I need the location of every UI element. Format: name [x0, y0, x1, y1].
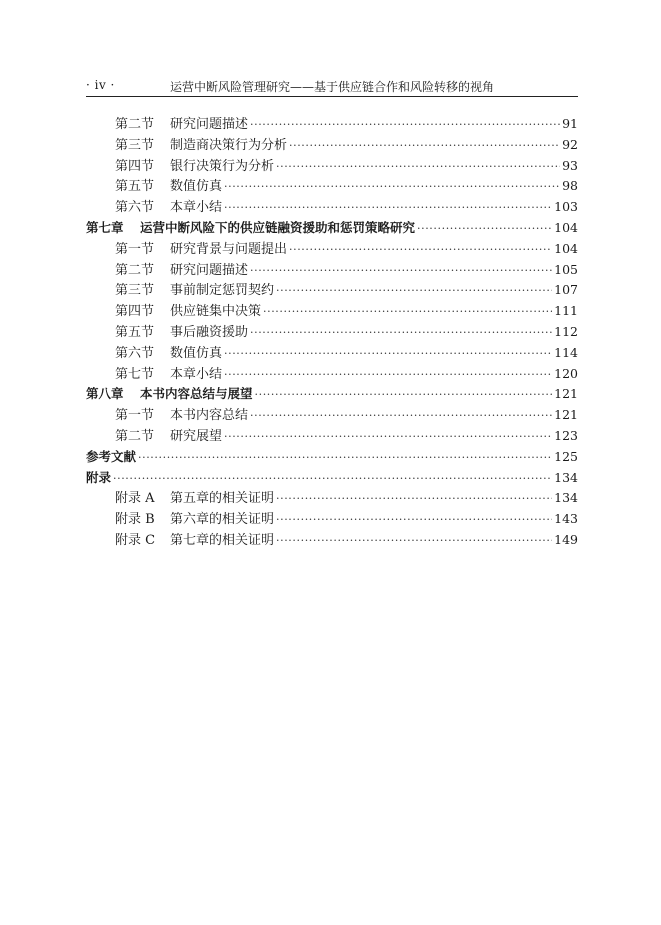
toc-page-number: 134 [554, 490, 578, 506]
table-of-contents [86, 114, 578, 551]
toc-entry-label: 第四节 [115, 158, 155, 174]
toc-page-number: 107 [554, 282, 578, 298]
toc-page-number: 121 [554, 386, 578, 402]
toc-entry-title: 银行决策行为分析 [170, 158, 275, 174]
toc-page-number: 143 [554, 511, 578, 527]
toc-entry-title: 本章小结 [170, 366, 223, 382]
toc-entry-label: 第一节 [115, 241, 155, 257]
toc-entry-title: 研究展望 [170, 428, 223, 444]
toc-dot-leader [224, 177, 560, 198]
toc-entry-label: 第三节 [115, 137, 155, 153]
page-number: · iv · [86, 78, 115, 92]
toc-dot-leader [250, 323, 552, 344]
toc-dot-leader [276, 281, 552, 302]
toc-page-number: 111 [554, 303, 578, 319]
toc-entry-label: 第二节 [115, 117, 155, 132]
toc-entry-label: 第二节 [115, 428, 155, 444]
toc-section-entry [86, 260, 578, 281]
toc-entry-label: 第五节 [115, 179, 155, 195]
toc-chapter-entry [86, 218, 578, 239]
toc-entry-title: 运营中断风险下的供应链融资援助和惩罚策略研究 [140, 219, 416, 235]
toc-entry-label: 第六节 [115, 200, 155, 216]
toc-dot-leader [250, 115, 560, 136]
toc-page-number: 112 [554, 323, 578, 339]
toc-dot-leader [276, 510, 552, 531]
toc-dot-leader [224, 365, 552, 386]
toc-entry-title: 第五章的相关证明 [170, 491, 275, 507]
toc-entry-label: 附录 B [115, 512, 155, 528]
toc-chapter-entry [86, 447, 578, 468]
toc-dot-leader [263, 302, 552, 323]
toc-page-number: 104 [554, 219, 578, 235]
toc-dot-leader [289, 136, 560, 157]
toc-dot-leader [224, 427, 552, 448]
toc-section-entry [86, 280, 578, 301]
toc-entry-title: 本书内容总结与展望 [140, 386, 253, 402]
book-title: 运营中断风险管理研究——基于供应链合作和风险转移的视角 [170, 80, 495, 94]
toc-entry-title: 供应链集中决策 [170, 304, 262, 320]
toc-chapter-entry [86, 384, 578, 405]
toc-section-entry [86, 343, 578, 364]
toc-entry-title: 事前制定惩罚契约 [170, 283, 275, 299]
toc-section-entry [86, 426, 578, 447]
toc-page-number: 103 [554, 199, 578, 215]
toc-entry-title: 数值仿真 [170, 345, 223, 361]
toc-entry-label: 第一节 [115, 408, 155, 424]
toc-entry-title: 事后融资援助 [170, 324, 249, 340]
toc-entry-title: 第六章的相关证明 [170, 512, 275, 528]
toc-page-number: 98 [562, 178, 578, 194]
toc-entry-label: 第三节 [115, 283, 155, 299]
toc-section-entry [86, 156, 578, 177]
toc-section-entry [86, 197, 578, 218]
toc-dot-leader [250, 406, 552, 427]
toc-entry-title: 附录 [86, 469, 112, 485]
toc-entry-title: 研究问题描述 [170, 262, 249, 278]
toc-dot-leader [276, 489, 552, 510]
toc-chapter-entry [86, 468, 578, 489]
toc-entry-title: 制造商决策行为分析 [170, 137, 288, 153]
toc-page-number: 105 [554, 261, 578, 277]
toc-dot-leader [113, 469, 552, 490]
toc-section-entry [86, 114, 578, 135]
toc-section-entry [86, 176, 578, 197]
toc-entry-title: 研究问题描述 [170, 117, 249, 132]
toc-dot-leader [224, 198, 552, 219]
toc-section-entry [86, 405, 578, 426]
toc-dot-leader [138, 448, 552, 469]
toc-entry-label: 附录 A [115, 491, 155, 507]
toc-entry-label: 第四节 [115, 304, 155, 320]
toc-page-number: 104 [554, 240, 578, 256]
running-header [86, 74, 578, 97]
toc-dot-leader [255, 385, 553, 406]
toc-page-number: 92 [562, 136, 578, 152]
toc-page-number: 121 [554, 407, 578, 423]
toc-entry-title: 本章小结 [170, 200, 223, 216]
toc-section-entry [86, 509, 578, 530]
toc-page-number: 91 [562, 116, 578, 131]
toc-dot-leader [289, 240, 552, 261]
toc-section-entry [86, 239, 578, 260]
toc-page-number: 149 [554, 531, 578, 547]
toc-entry-title: 数值仿真 [170, 179, 223, 195]
toc-dot-leader [276, 157, 560, 178]
toc-section-entry [86, 301, 578, 322]
toc-page-number: 93 [562, 157, 578, 173]
toc-section-entry [86, 488, 578, 509]
toc-section-entry [86, 530, 578, 551]
toc-entry-label: 第七章 [86, 219, 124, 235]
toc-entry-label: 第五节 [115, 324, 155, 340]
toc-page-number: 114 [554, 344, 578, 360]
toc-page-number: 120 [554, 365, 578, 381]
toc-entry-label: 第七节 [115, 366, 155, 382]
toc-entry-label: 第六节 [115, 345, 155, 361]
toc-dot-leader [224, 344, 552, 365]
toc-section-entry [86, 322, 578, 343]
toc-dot-leader [276, 531, 552, 552]
toc-page-number: 123 [554, 427, 578, 443]
toc-page-number: 134 [554, 469, 578, 485]
toc-page-number: 125 [554, 448, 578, 464]
toc-dot-leader [250, 261, 552, 282]
toc-entry-title: 本书内容总结 [170, 408, 249, 424]
toc-entry-label: 第二节 [115, 262, 155, 278]
toc-entry-title: 参考文献 [86, 448, 137, 464]
toc-entry-title: 第七章的相关证明 [170, 532, 275, 548]
toc-entry-label: 附录 C [115, 532, 156, 548]
toc-entry-title: 研究背景与问题提出 [170, 241, 288, 257]
toc-dot-leader [417, 219, 552, 240]
toc-section-entry [86, 364, 578, 385]
toc-section-entry [86, 135, 578, 156]
toc-entry-label: 第八章 [86, 386, 124, 402]
